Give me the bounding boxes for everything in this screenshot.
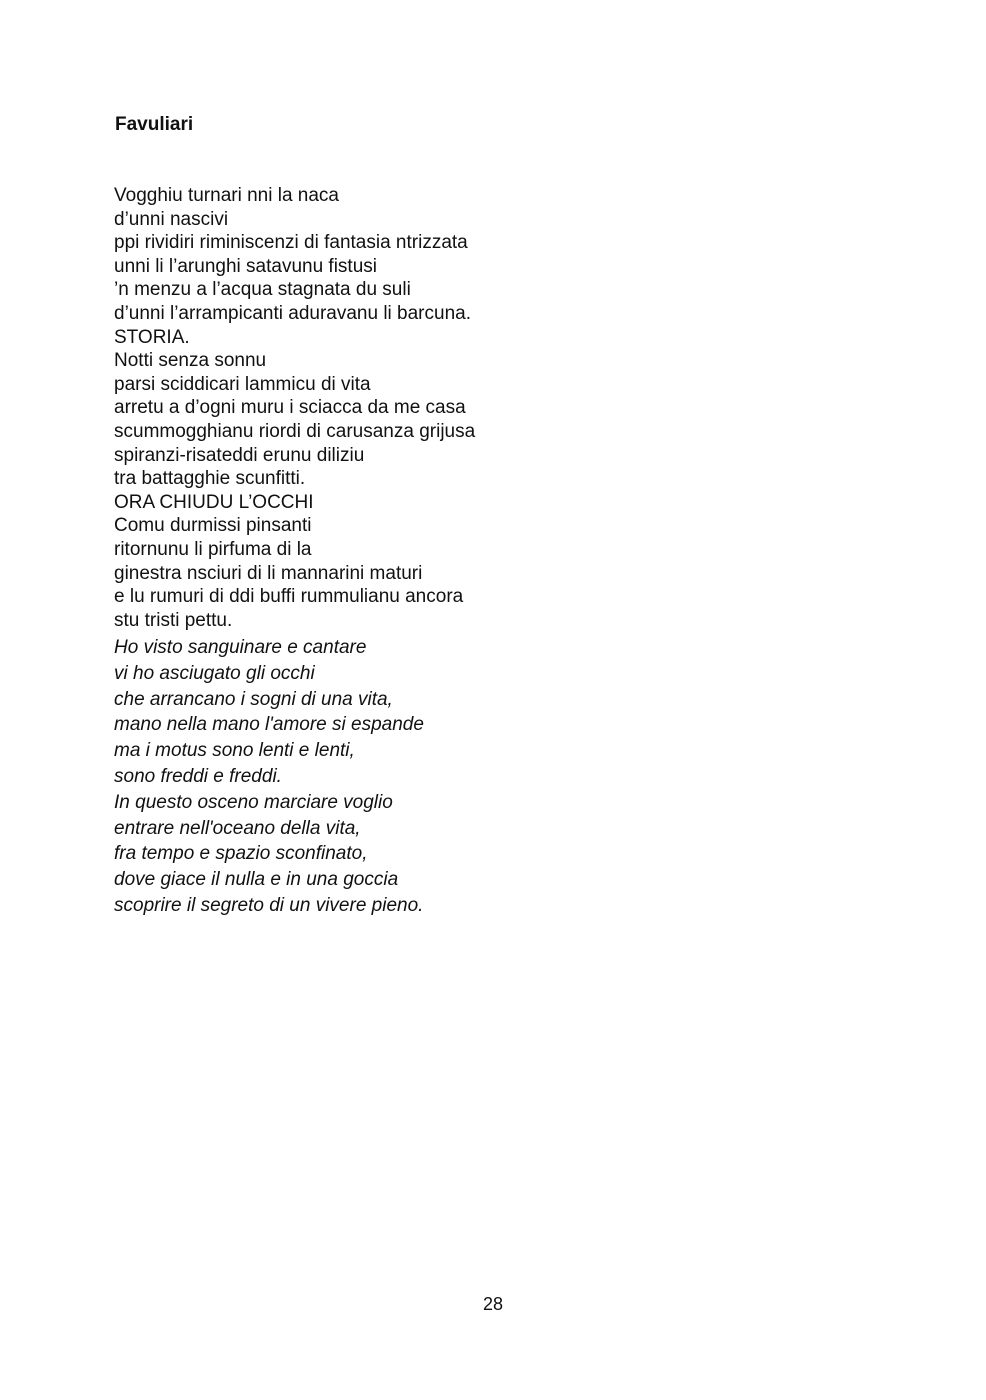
poem-line: d’unni l’arrampicanti aduravanu li barcuna. [114,302,471,324]
poem-line: tra battagghie scunfitti. [114,468,306,490]
poem-body-dialect [114,184,475,632]
poem-line: Vogghiu turnari nni la naca [114,185,339,206]
poem-line-italic: scoprire il segreto di un vivere pieno. [114,894,424,916]
poem-line-italic: che arrancano i sogni di una vita, [114,688,393,710]
poem-line: stu tristi pettu. [114,609,233,631]
poem-line-italic: mano nella mano l'amore si espande [114,714,424,736]
poem-line: ’n menzu a l’acqua stagnata du suli [114,279,411,301]
poem-line: spiranzi-risateddi erunu diliziu [114,444,365,466]
poem-line-italic: entrare nell'oceano della vita, [114,817,361,839]
poem-title: Favuliari [115,114,194,135]
poem-line: ORA CHIUDU L’OCCHI [114,491,314,513]
poem-line-italic: vi ho asciugato gli occhi [114,662,315,684]
poem-line-italic: Ho visto sanguinare e cantare [114,637,367,658]
poem-line-italic: dove giace il nulla e in una goccia [114,869,399,891]
poem-line: arretu a d’ogni muru i sciacca da me casa [114,397,466,419]
poem-line: e lu rumuri di ddi buffi rummulianu ancora [114,586,464,608]
poem-body-italian [114,635,424,919]
poem-line: ritornunu li pirfuma di la [114,538,312,560]
poem-line-italic: fra tempo e spazio sconfinato, [114,843,368,865]
poem-line: ginestra nsciuri di li mannarini maturi [114,562,423,584]
poem-line: Notti senza sonnu [114,350,267,372]
poem-line: ppi rividiri riminiscenzi di fantasia ntrizzata [114,232,468,254]
poem-line-italic: ma i motus sono lenti e lenti, [114,740,355,762]
poem-line: scummogghianu riordi di carusanza grijusa [114,420,476,442]
poem-line-italic: In questo osceno marciare voglio [114,791,393,813]
page-number: 28 [482,1294,504,1314]
poem-line: parsi sciddicari lammicu di vita [114,373,371,395]
poem-line: Comu durmissi pinsanti [114,515,312,537]
poem-line: STORIA. [114,326,190,348]
poem-line-italic: sono freddi e freddi. [114,765,282,787]
poem-line: d’unni nascivi [114,208,229,230]
poem-line: unni li l’arunghi satavunu fistusi [114,255,377,277]
